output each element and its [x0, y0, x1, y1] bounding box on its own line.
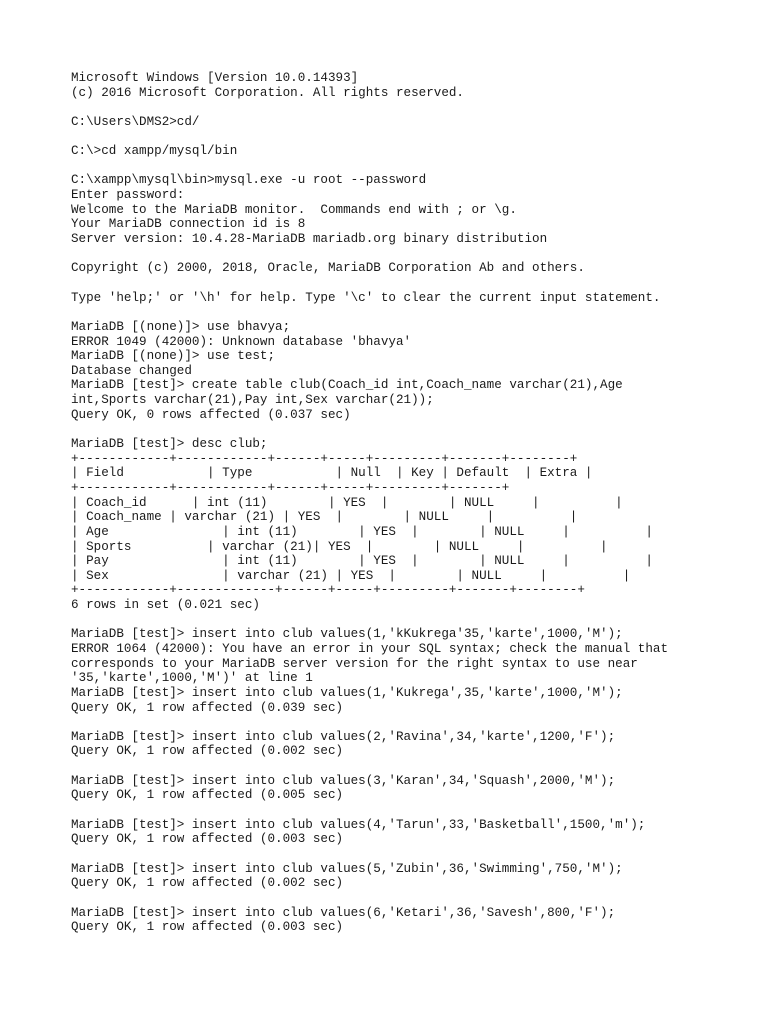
terminal-line: ERROR 1049 (42000): Unknown database 'bhavya' — [71, 334, 412, 349]
terminal-transcript — [71, 71, 761, 935]
terminal-line: C:\xampp\mysql\bin>mysql.exe -u root --password — [71, 173, 427, 188]
terminal-line — [71, 305, 761, 320]
terminal-line: Database changed — [71, 363, 192, 378]
terminal-line — [71, 891, 761, 906]
terminal-line — [71, 847, 761, 862]
terminal-line: Query OK, 1 row affected (0.002 sec) — [71, 876, 344, 891]
terminal-line: Copyright (c) 2000, 2018, Oracle, MariaDB Corporation Ab and others. — [71, 261, 585, 276]
terminal-line: (c) 2016 Microsoft Corporation. All rights reserved. — [71, 85, 464, 100]
terminal-line: Enter password: — [71, 188, 185, 203]
terminal-line: MariaDB [test]> insert into club values(6,'Ketari',36,'Savesh',800,'F'); — [71, 905, 616, 920]
terminal-line: '35,'karte',1000,'M')' at line 1 — [71, 671, 313, 686]
terminal-line: | Field | Type | Null | Key | Default | Extra | — [71, 466, 593, 481]
terminal-line — [71, 422, 761, 437]
terminal-line: Type 'help;' or '\h' for help. Type '\c' to clear the current input statement. — [71, 290, 661, 305]
terminal-line — [71, 159, 761, 174]
terminal-line — [71, 613, 761, 628]
terminal-line: corresponds to your MariaDB server version for the right syntax to use near — [71, 656, 638, 671]
terminal-line: Query OK, 1 row affected (0.002 sec) — [71, 744, 344, 759]
terminal-line: Welcome to the MariaDB monitor. Commands end with ; or \g. — [71, 202, 517, 217]
terminal-line: +------------+------------+------+-----+---------+-------+ — [71, 480, 510, 495]
terminal-line — [71, 276, 761, 291]
terminal-line — [71, 247, 761, 262]
terminal-line: | Age | int (11) | YES | | NULL | | — [71, 524, 653, 539]
terminal-line — [71, 130, 761, 145]
terminal-line: | Sex | varchar (21) | YES | | NULL | | — [71, 568, 631, 583]
terminal-line: MariaDB [test]> insert into club values(4,'Tarun',33,'Basketball',1500,'m'); — [71, 817, 646, 832]
terminal-line: MariaDB [test]> insert into club values(1,'Kukrega',35,'karte',1000,'M'); — [71, 685, 623, 700]
terminal-line: Server version: 10.4.28-MariaDB mariadb.org binary distribution — [71, 232, 548, 247]
terminal-line: | Coach_id | int (11) | YES | | NULL | | — [71, 495, 623, 510]
terminal-line: MariaDB [test]> insert into club values(5,'Zubin',36,'Swimming',750,'M'); — [71, 861, 623, 876]
terminal-line: MariaDB [test]> desc club; — [71, 437, 268, 452]
terminal-line: Query OK, 1 row affected (0.005 sec) — [71, 788, 344, 803]
terminal-line: Query OK, 1 row affected (0.039 sec) — [71, 700, 344, 715]
terminal-line: | Coach_name | varchar (21) | YES | | NULL | | — [71, 510, 578, 525]
terminal-line: int,Sports varchar(21),Pay int,Sex varchar(21)); — [71, 393, 434, 408]
terminal-line: C:\Users\DMS2>cd/ — [71, 114, 200, 129]
terminal-line: Query OK, 1 row affected (0.003 sec) — [71, 920, 344, 935]
terminal-line — [71, 100, 761, 115]
terminal-line — [71, 715, 761, 730]
terminal-line: MariaDB [(none)]> use bhavya; — [71, 319, 291, 334]
terminal-line: | Pay | int (11) | YES | | NULL | | — [71, 554, 653, 569]
terminal-line: MariaDB [test]> insert into club values(2,'Ravina',34,'karte',1200,'F'); — [71, 729, 616, 744]
terminal-line: ERROR 1064 (42000): You have an error in your SQL syntax; check the manual that — [71, 641, 669, 656]
terminal-line — [71, 803, 761, 818]
terminal-line: Query OK, 0 rows affected (0.037 sec) — [71, 407, 351, 422]
terminal-line: | Sports | varchar (21)| YES | | NULL | | — [71, 539, 608, 554]
terminal-line: +------------+-------------+------+-----+---------+-------+--------+ — [71, 583, 585, 598]
terminal-line: +------------+------------+------+-----+---------+-------+--------+ — [71, 451, 578, 466]
terminal-line: MariaDB [(none)]> use test; — [71, 349, 276, 364]
terminal-line: C:\>cd xampp/mysql/bin — [71, 144, 238, 159]
terminal-line: MariaDB [test]> create table club(Coach_id int,Coach_name varchar(21),Age — [71, 378, 623, 393]
terminal-line: MariaDB [test]> insert into club values(3,'Karan',34,'Squash',2000,'M'); — [71, 773, 616, 788]
terminal-line: Microsoft Windows [Version 10.0.14393] — [71, 71, 359, 85]
terminal-line — [71, 759, 761, 774]
terminal-line: Query OK, 1 row affected (0.003 sec) — [71, 832, 344, 847]
terminal-line: Your MariaDB connection id is 8 — [71, 217, 306, 232]
terminal-line: 6 rows in set (0.021 sec) — [71, 598, 260, 613]
terminal-line: MariaDB [test]> insert into club values(1,'kKukrega'35,'karte',1000,'M'); — [71, 627, 623, 642]
